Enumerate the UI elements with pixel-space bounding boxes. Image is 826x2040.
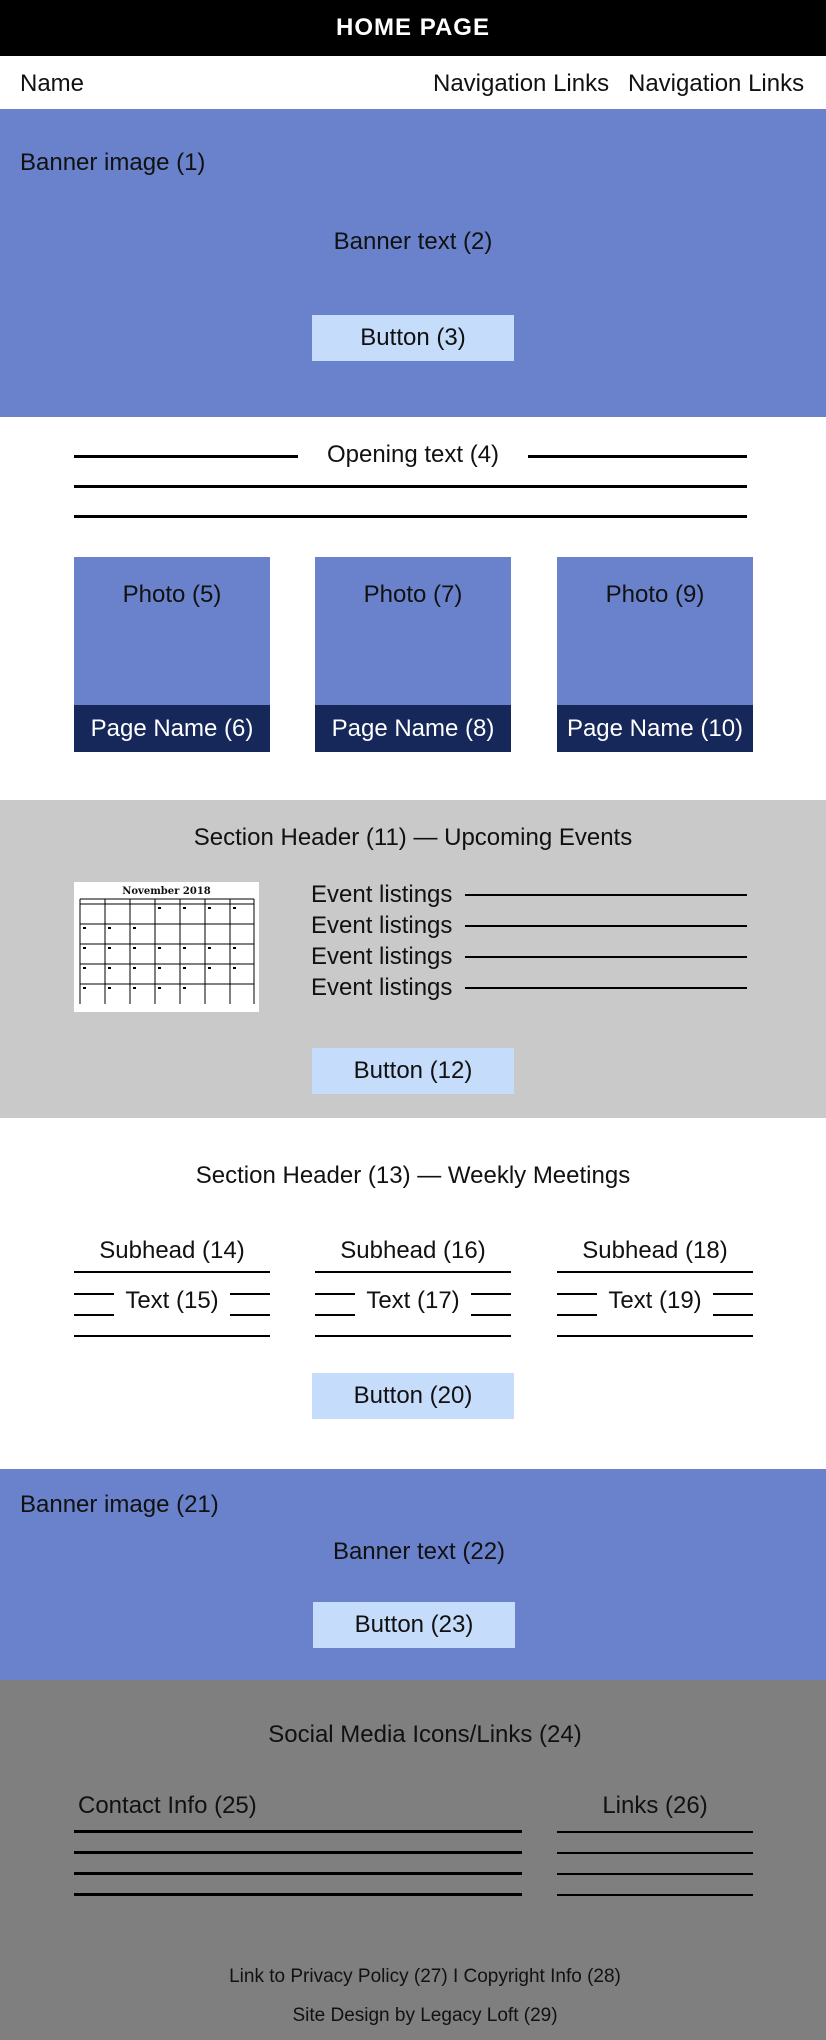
text-line (471, 1314, 511, 1316)
banner-button-2[interactable]: Button (23) (313, 1602, 515, 1648)
events-button[interactable]: Button (12) (312, 1048, 514, 1094)
text-line (315, 1271, 511, 1273)
banner-image-label-2: Banner image (21) (20, 1491, 219, 1518)
text-line (465, 894, 747, 896)
page-name-link-10[interactable]: Page Name (10) (557, 705, 753, 752)
text-line (315, 1293, 355, 1295)
text-line (465, 956, 747, 958)
divider (74, 455, 298, 458)
text-line (557, 1831, 753, 1833)
text-line (713, 1293, 753, 1295)
event-listing[interactable]: Event listings (311, 943, 453, 970)
text-line (74, 1851, 522, 1854)
page-title: HOME PAGE (336, 14, 490, 41)
meeting-subhead: Subhead (16) (340, 1237, 486, 1264)
text-line (471, 1293, 511, 1295)
photo-9[interactable] (557, 557, 753, 705)
text-line (74, 485, 747, 488)
site-credit[interactable]: Site Design by Legacy Loft (29) (292, 2005, 558, 2026)
photo-5[interactable] (74, 557, 270, 705)
photo-7[interactable] (315, 557, 511, 705)
links-heading: Links (26) (602, 1792, 708, 1819)
text-line (315, 1314, 355, 1316)
text-line (557, 1852, 753, 1854)
text-line (230, 1314, 270, 1316)
banner-text-2: Banner text (22) (332, 1538, 506, 1565)
event-listing[interactable]: Event listings (311, 912, 453, 939)
text-line (557, 1293, 597, 1295)
banner-button-1[interactable]: Button (3) (312, 315, 514, 361)
meetings-button[interactable]: Button (20) (312, 1373, 514, 1419)
meeting-subhead: Subhead (18) (582, 1237, 728, 1264)
text-line (315, 1335, 511, 1337)
text-line (465, 987, 747, 989)
meetings-section-header: Section Header (13) — Weekly Meetings (195, 1162, 631, 1189)
photo-label: Photo (5) (122, 581, 222, 608)
text-line (74, 1271, 270, 1273)
text-line (557, 1873, 753, 1875)
event-listing[interactable]: Event listings (311, 881, 453, 908)
contact-info-heading: Contact Info (25) (78, 1792, 257, 1819)
site-name[interactable]: Name (20, 70, 85, 97)
banner-image-label-1: Banner image (1) (20, 149, 206, 176)
meeting-text: Text (15) (125, 1287, 219, 1314)
photo-label: Photo (7) (363, 581, 463, 608)
privacy-copyright-links[interactable]: Link to Privacy Policy (27) I Copyright Info (28) (229, 1966, 621, 1987)
text-line (74, 1314, 114, 1316)
text-line (713, 1314, 753, 1316)
text-line (557, 1335, 753, 1337)
text-line (74, 1335, 270, 1337)
text-line (74, 515, 747, 518)
photo-label: Photo (9) (605, 581, 705, 608)
social-media-links[interactable]: Social Media Icons/Links (24) (268, 1721, 582, 1748)
banner-text-1: Banner text (2) (333, 228, 493, 255)
text-line (557, 1894, 753, 1896)
text-line (557, 1314, 597, 1316)
text-line (74, 1830, 522, 1833)
events-section-header: Section Header (11) — Upcoming Events (193, 824, 633, 851)
text-line (74, 1893, 522, 1896)
divider (528, 455, 747, 458)
meeting-text: Text (17) (366, 1287, 460, 1314)
text-line (230, 1293, 270, 1295)
calendar-title: November 2018 (122, 886, 211, 897)
meeting-text: Text (19) (608, 1287, 702, 1314)
meeting-subhead: Subhead (14) (99, 1237, 245, 1264)
text-line (465, 925, 747, 927)
event-listing[interactable]: Event listings (311, 974, 453, 1001)
opening-text: Opening text (4) (326, 441, 500, 468)
text-line (557, 1271, 753, 1273)
calendar-thumbnail[interactable] (74, 882, 259, 1012)
nav-link-1[interactable]: Navigation Links (433, 70, 610, 97)
text-line (74, 1293, 114, 1295)
text-line (74, 1872, 522, 1875)
page-name-link-8[interactable]: Page Name (8) (315, 705, 511, 752)
nav-link-2[interactable]: Navigation Links (628, 70, 805, 97)
page-name-link-6[interactable]: Page Name (6) (74, 705, 270, 752)
calendar-grid-icon (74, 882, 259, 1012)
